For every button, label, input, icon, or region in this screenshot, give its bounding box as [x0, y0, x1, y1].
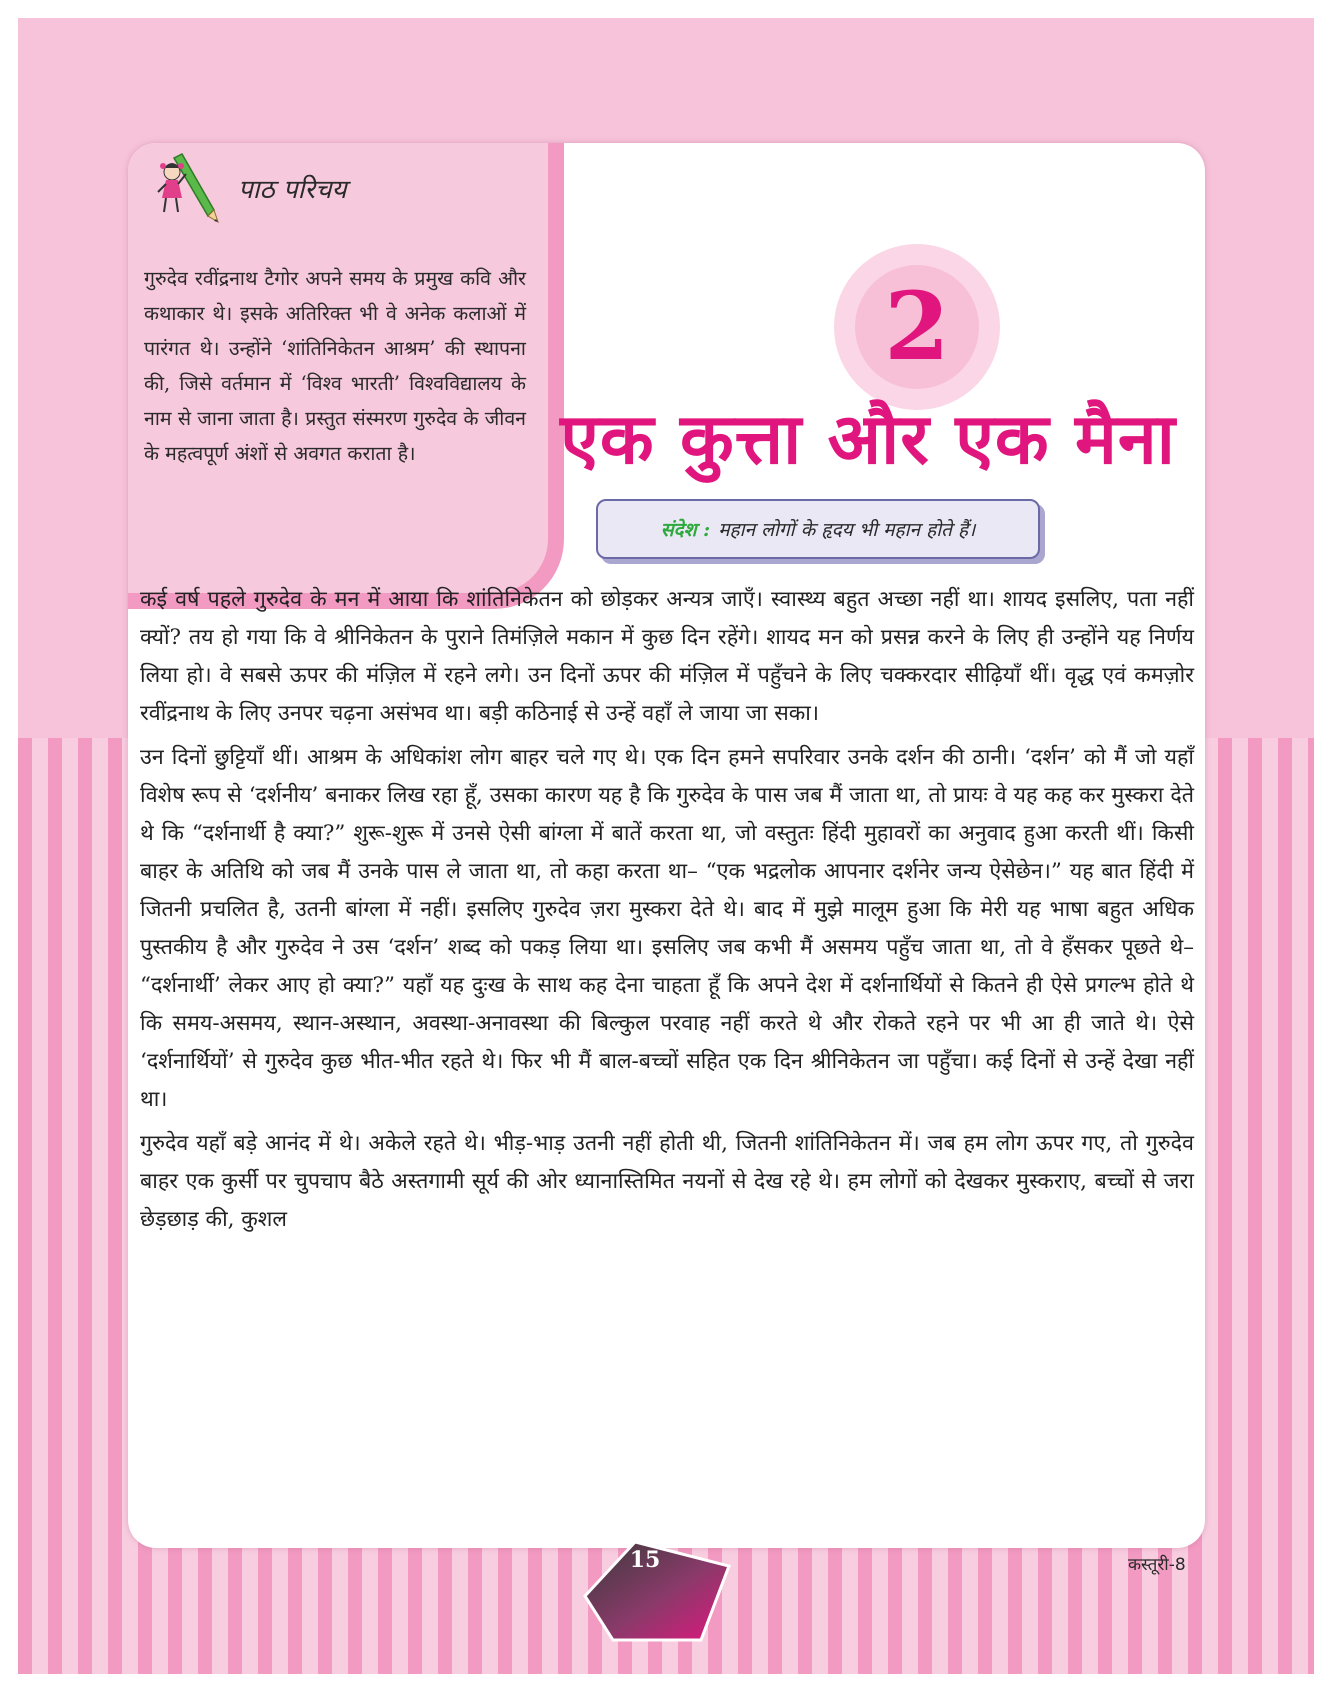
chapter-number: 2 — [884, 272, 950, 382]
lesson-intro-text: गुरुदेव रवींद्रनाथ टैगोर अपने समय के प्रमुख कवि और कथाकार थे। इसके अतिरिक्त भी वे अनेक कलाओं में पारंगत थे। उन्होंने ‘शांतिनिकेतन आश्रम’ की स्थापना की, जिसे वर्तमान में ‘विश्व भारती’ विश्वविद्यालय के नाम से जाना जाता है। प्रस्तुत संस्मरण गुरुदेव के जीवन के महत्वपूर्ण अंशों से अवगत कराता है। — [144, 267, 526, 465]
message-text: महान लोगों के हृदय भी महान होते हैं। — [718, 519, 976, 541]
body-paragraph: उन दिनों छुट्टियाँ थीं। आश्रम के अधिकांश लोग बाहर चले गए थे। एक दिन हमने सपरिवार उनके दर्शन की ठानी। ‘दर्शन’ को मैं जो यहाँ विशेष रूप से ‘दर्शनीय’ बनाकर लिख रहा हूँ, उसका कारण यह है कि गुरुदेव के पास जब मैं जाता था, तो प्रायः वे यह कह कर मुस्करा देते थे कि “दर्शनार्थी है क्या?” शुरू-शुरू में उनसे ऐसी बांग्ला में बातें करता था, जो वस्तुतः हिंदी मुहावरों का अनुवाद हुआ करती थीं। किसी बाहर के अतिथि को जब मैं उनके पास ले जाता था, तो कहा करता था– “एक भद्रलोक आपनार दर्शनेर जन्य ऐसेछेन।” यह बात हिंदी में जितनी प्रचलित है, उतनी बांग्ला में नहीं। इसलिए गुरुदेव ज़रा मुस्करा देते थे। बाद में मुझे मालूम हुआ कि मेरी यह भाषा बहुत अधिक पुस्तकीय है और गुरुदेव ने उस ‘दर्शन’ शब्द को पकड़ लिया था। इसलिए जब कभी मैं असमय पहुँच जाता था, तो वे हँसकर पूछते थे– “दर्शनार्थी’ लेकर आए हो क्या?” यहाँ यह दुःख के साथ कह देना चाहता हूँ कि अपने देश में दर्शनार्थियों से कितने ही ऐसे प्रगल्भ होते थे कि समय-असमय, स्थान-अस्थान, अवस्था-अनावस्था की बिल्कुल परवाह नहीं करते थे और रोकते रहने पर भी आ ही जाते थे। ऐसे ‘दर्शनार्थियों’ से गुरुदेव कुछ भीत-भीत रहते थे। फिर भी मैं बाल-बच्चों सहित एक दिन श्रीनिकेतन जा पहुँचा। कई दिनों से उन्हें देखा नहीं था। — [140, 745, 1194, 1112]
chapter-number-badge — [834, 244, 1000, 410]
book-label: कस्तूरी-8 — [1128, 1555, 1186, 1575]
lesson-intro-title: पाठ परिचय — [238, 175, 347, 205]
body-paragraph: कई वर्ष पहले गुरुदेव के मन में आया कि शांतिनिकेतन को छोड़कर अन्यत्र जाएँ। स्वास्थ्य बहुत अच्छा नहीं था। शायद इसलिए, पता नहीं क्यों? तय हो गया कि वे श्रीनिकेतन के पुराने तिमंज़िले मकान में कुछ दिन रहेंगे। शायद मन को प्रसन्न करने के लिए ही उन्होंने यह निर्णय लिया हो। वे सबसे ऊपर की मंज़िल में रहने लगे। उन दिनों ऊपर की मंज़िल में पहुँचने के लिए चक्करदार सीढ़ियाँ थीं। वृद्ध एवं कमज़ोर रवींद्रनाथ के लिए उनपर चढ़ना असंभव था। बड़ी कठिनाई से उन्हें वहाँ ले जाया जा सका। — [140, 587, 1194, 726]
lesson-intro-box — [128, 143, 564, 609]
lesson-body — [140, 581, 1194, 1245]
message-label: संदेश : — [660, 519, 711, 541]
body-paragraph: गुरुदेव यहाँ बड़े आनंद में थे। अकेले रहते थे। भीड़-भाड़ उतनी नहीं होती थी, जितनी शांतिनिकेतन में। जब हम लोग ऊपर गए, तो गुरुदेव बाहर एक कुर्सी पर चुपचाप बैठे अस्तगामी सूर्य की ओर ध्यानास्तिमित नयनों से देख रहे थे। हम लोगों को देखकर मुस्कराए, बच्चों से जरा छेड़छाड़ की, कुशल — [140, 1131, 1194, 1232]
pencil-girl-icon — [152, 152, 222, 224]
lesson-intro-header — [152, 153, 347, 223]
message-box — [596, 499, 1040, 559]
chapter-title: एक कुत्ता और एक मैना — [560, 398, 1176, 480]
content-card — [128, 143, 1205, 1548]
page-number: 15 — [629, 1547, 661, 1573]
